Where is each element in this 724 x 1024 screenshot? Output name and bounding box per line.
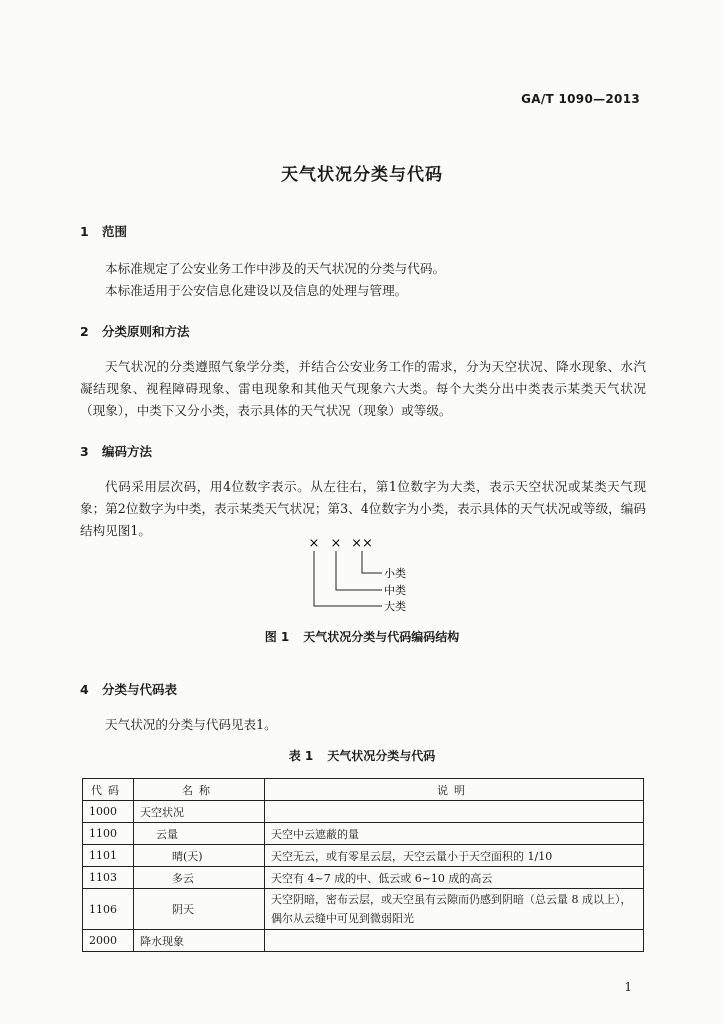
- table-row: [83, 889, 644, 930]
- code-cell: 1103: [83, 867, 134, 889]
- section-3-paragraph: 代码采用层次码，用4位数字表示。从左往右，第1位数字为大类，表示天空状况或某类天气现象；第2位数字为中类，表示某类天气状况；第3、4位数字为小类，表示具体的天气状况或等级，编码结构见图1。: [80, 479, 646, 538]
- section-number: 1: [80, 224, 89, 239]
- description-cell: 天空有 4~7 成的中、低云或 6~10 成的高云: [265, 867, 644, 889]
- code-cell: 1100: [83, 823, 134, 845]
- name-cell: 天空状况: [134, 801, 265, 823]
- figure-title: 天气状况分类与代码编码结构: [303, 630, 460, 644]
- header-description: 说明: [265, 779, 644, 801]
- figure-caption: [0, 628, 724, 645]
- header-code: 代码: [83, 779, 134, 801]
- header-name: 名称: [134, 779, 265, 801]
- section-title: 编码方法: [102, 444, 153, 459]
- middle-class-label: 中类: [384, 584, 406, 597]
- name-cell: 云量: [134, 823, 265, 845]
- figure-number: 图 1: [264, 630, 290, 644]
- code-cell: 1101: [83, 845, 134, 867]
- page-number: 1: [624, 980, 632, 994]
- classification-table: [82, 778, 644, 952]
- table-number: 表 1: [288, 749, 314, 763]
- description-cell: 天空无云，或有零星云层，天空云量小于天空面积的 1/10: [265, 845, 644, 867]
- description-cell: [265, 930, 644, 952]
- table-row: [83, 801, 644, 823]
- minor-class-label: 小类: [384, 567, 406, 580]
- description-cell: [265, 801, 644, 823]
- name-cell: 阴天: [134, 889, 265, 930]
- middle-class-connector: [336, 551, 382, 590]
- name-cell: 多云: [134, 867, 265, 889]
- section-1-heading: [80, 222, 127, 240]
- section-4-paragraph: 天气状况的分类与代码见表1。: [105, 717, 277, 732]
- section-3-heading: [80, 442, 152, 460]
- code-cell: 1000: [83, 801, 134, 823]
- document-title: 天气状况分类与代码: [281, 165, 443, 185]
- table-body: [83, 801, 644, 952]
- table-caption: [0, 747, 724, 764]
- section-1-paragraph-1: 本标准规定了公安业务工作中涉及的天气状况的分类与代码。: [105, 261, 446, 276]
- section-2-heading: [80, 322, 190, 340]
- major-class-mark: ×: [308, 536, 320, 551]
- section-number: 4: [80, 682, 89, 697]
- section-2-paragraph: 天气状况的分类遵照气象学分类，并结合公安业务工作的需求，分为天空状况、降水现象、水汽凝结现象、视程障碍现象、雷电现象和其他天气现象六大类。每个大类分出中类表示某类天气状况（现象），中类下又分小类，表示具体的天气状况（现象）或等级。: [80, 359, 646, 418]
- table-row: [83, 930, 644, 952]
- table-header-row: [83, 779, 644, 801]
- name-cell: 晴(天): [134, 845, 265, 867]
- code-cell: 2000: [83, 930, 134, 952]
- section-4-heading: [80, 680, 177, 698]
- table-row: [83, 867, 644, 889]
- major-class-connector: [314, 551, 382, 606]
- section-1-paragraph-2: 本标准适用于公安信息化建设以及信息的处理与管理。: [105, 283, 408, 298]
- section-number: 2: [80, 324, 89, 339]
- major-class-label: 大类: [384, 600, 406, 613]
- description-cell: 天空中云遮蔽的量: [265, 823, 644, 845]
- standard-number: GA/T 1090—2013: [521, 92, 640, 106]
- middle-class-mark: ×: [330, 536, 342, 551]
- minor-class-connector: [362, 551, 382, 573]
- name-cell: 降水现象: [134, 930, 265, 952]
- table-row: [83, 845, 644, 867]
- description-cell: 天空阴暗，密布云层，或天空虽有云隙而仍感到阴暗（总云量 8 成以上），偶尔从云缝中可见到微弱阳光: [265, 889, 644, 930]
- minor-class-mark: ××: [351, 536, 373, 551]
- section-title: 分类原则和方法: [102, 324, 190, 339]
- section-title: 分类与代码表: [102, 682, 178, 697]
- table-title: 天气状况分类与代码: [327, 749, 436, 763]
- table-row: [83, 823, 644, 845]
- code-structure-diagram: [300, 533, 430, 613]
- section-number: 3: [80, 444, 89, 459]
- code-cell: 1106: [83, 889, 134, 930]
- section-title: 范围: [102, 224, 128, 239]
